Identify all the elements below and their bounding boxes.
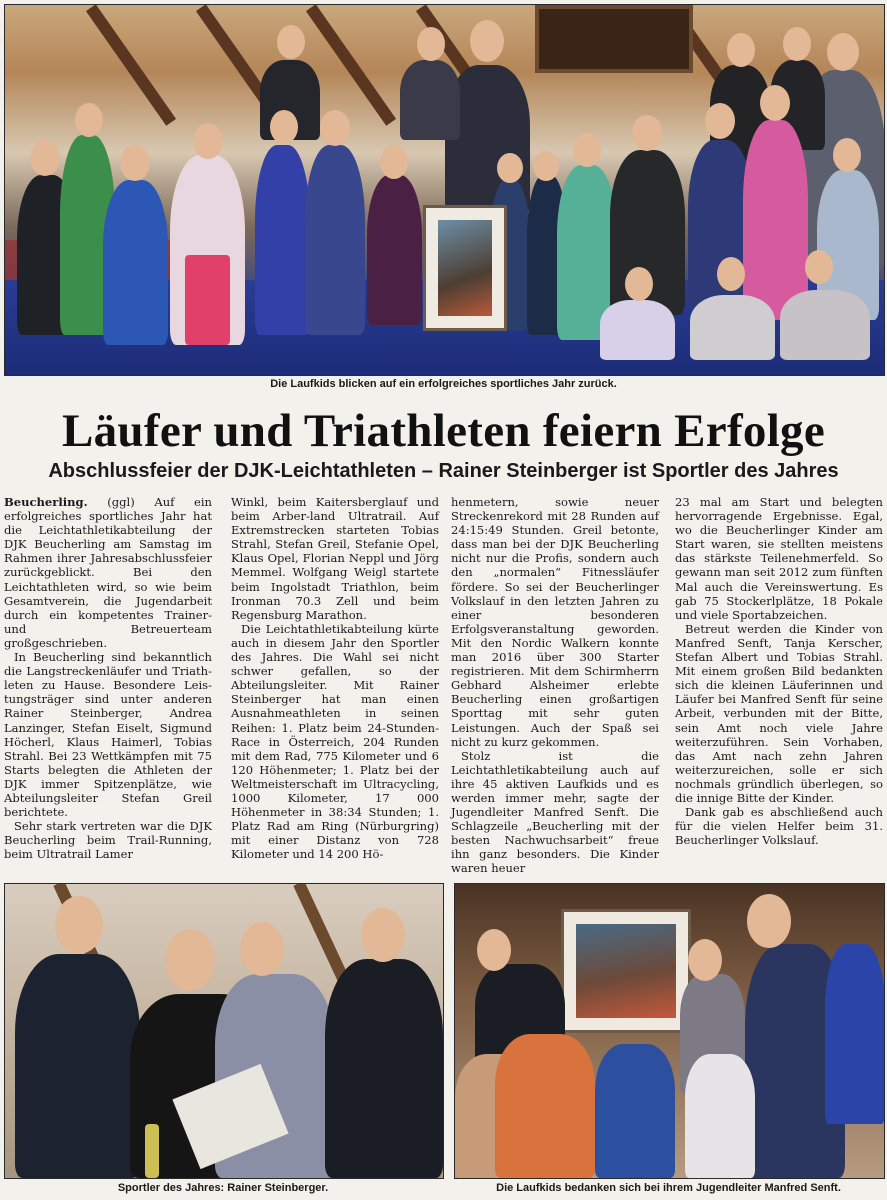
- article-paragraph: [4, 495, 212, 650]
- head: [497, 153, 523, 183]
- head: [717, 257, 745, 291]
- child-figure: [495, 1034, 595, 1178]
- head: [632, 115, 662, 151]
- window: [535, 5, 693, 73]
- champagne-bottle: [145, 1124, 159, 1178]
- head: [55, 896, 103, 954]
- head: [783, 27, 811, 61]
- top-photo-caption: Die Laufkids blicken auf ein erfolgreiches sportliches Jahr zurück.: [270, 378, 617, 390]
- head: [625, 267, 653, 301]
- photo-sportler-des-jahres: [4, 883, 444, 1179]
- article-column-4: [675, 495, 883, 847]
- subheadline: Abschlussfeier der DJK-Leichtathleten – Rainer Steinberger ist Sportler des Jahres: [48, 460, 839, 482]
- head: [361, 908, 405, 962]
- head: [805, 250, 833, 284]
- head: [533, 151, 559, 181]
- child-figure: [305, 145, 365, 335]
- head: [417, 27, 445, 61]
- article-column-1: [4, 495, 212, 861]
- head: [747, 894, 791, 948]
- person-figure: [15, 954, 140, 1178]
- right-photo-caption: Die Laufkids bedanken sich bei ihrem Jugendleiter Manfred Senft.: [496, 1182, 841, 1194]
- head: [277, 25, 305, 59]
- jacket-on-wall: [825, 944, 885, 1124]
- head: [477, 929, 511, 971]
- child-sitting: [690, 295, 775, 360]
- head: [120, 145, 150, 181]
- head: [320, 110, 350, 146]
- child-figure: [367, 175, 422, 325]
- head: [75, 103, 103, 137]
- person-figure: [325, 959, 443, 1178]
- ceiling-beam: [86, 4, 176, 126]
- article-paragraph: Sehr stark vertreten war die DJK Beucherling beim Trail-Running, beim Ultratrail Lamer: [4, 819, 212, 862]
- child-legs: [185, 255, 230, 345]
- article-column-3: [451, 495, 659, 876]
- child-figure: [743, 120, 808, 320]
- article-paragraph: henmetern, sowie neuer Streckenrekord mit 28 Runden auf 24:15:49 Stunden. Greil betonte, dass man bei der DJK Beucherling nicht nur die Profis, sondern auch den „normalen“ Fitnessläufer fördere. So sei der Beucherlinger Volkslauf in den letzten Jahren zu einer besonderen Erfolgsveranstaltung geworden. Mit den Nordic Walkern konnte man 2016 über 300 Starter registrieren. Mit dem Schirmherrn Gebhard Alsheimer erlebte Beucherling einen großartigen Sporttag mit sehr guten Leistungen. Auch der Spaß sei nicht zu kurz gekommen.: [451, 495, 659, 749]
- head: [705, 103, 735, 139]
- article-paragraph: In Beucherling sind bekanntlich die Langstreckenläufer und Triath-leten zu Hause. Besondere Leis-tungsträger sind unter anderen Rainer Steinberger, Andrea Lanzinger, Stefan Eiselt, Sigmund Höcherl, Klaus Haimerl, Tobias Strahl. Bei 23 Wettkämpfen mit 75 Starts belegten die Athleten der DJK immer Spitzenplätze, wie Abteilungsleiter Stefan Greil berichtete.: [4, 650, 212, 820]
- adult-figure: [400, 60, 460, 140]
- head: [827, 33, 859, 71]
- head: [727, 33, 755, 67]
- article-paragraph: Dank gab es abschließend auch für die vielen Helfer beim 31. Beucherlinger Volkslauf.: [675, 805, 883, 848]
- head: [833, 138, 861, 172]
- headline: Läufer und Triathleten feiern Erfolge: [61, 405, 826, 457]
- article-column-2: [231, 495, 439, 861]
- article-paragraph: Betreut werden die Kinder von Manfred Senft, Tanja Kerscher, Stefan Albert und Tobias Strahl. Mit einem großen Bild bedankten sich die kleinen Läuferinnen und Läufer bei Manfred Senft für seine Arbeit, verbunden mit der Bitte, sein Amt noch viele Jahre weiterzuführen. Sein Vorhaben, das Amt nach zehn Jahren weiterzureichen, solle er sich nochmals gründlich überlegen, so die innige Bitte der Kinder.: [675, 621, 883, 805]
- dateline: Beucherling.: [4, 495, 88, 509]
- head: [380, 145, 408, 179]
- head: [240, 922, 284, 976]
- article-paragraph: 23 mal am Start und belegten hervorragende Ergebnisse. Egal, wo die Beucherlinger Kinder am Start waren, sie stellten meistens das stärkste Teilenehmerfeld. So gewann man seit 2012 zum fünften Mal auch die Vereinswertung. Es gab 75 Stockerlplätze, 18 Pokale und viele Sportabzeichen.: [675, 495, 883, 622]
- head: [270, 110, 298, 144]
- head: [688, 939, 722, 981]
- left-photo-caption: Sportler des Jahres: Rainer Steinberger.: [117, 1182, 329, 1194]
- head: [760, 85, 790, 121]
- framed-portrait-photo: [423, 205, 507, 331]
- head: [470, 20, 504, 62]
- portrait-image: [438, 220, 492, 316]
- photo-laufkids-bedanken: [454, 883, 885, 1179]
- head: [193, 123, 223, 159]
- head: [165, 929, 215, 991]
- child-figure: [685, 1054, 755, 1178]
- child-sitting: [600, 300, 675, 360]
- head: [573, 133, 601, 167]
- paragraph-text: (ggl) Auf ein erfolgreiches sportliches Jahr hat die Leichtathletikabteilung der DJK Beucherling am Samstag im Rahmen ihrer Jahresabschlussfeier zurückgeblickt. Bei den Leichtathleten wird, so wie beim Gesamtverein, die Jugendarbeit durch ein kompetentes Trainer- und Betreuerteam großgeschrieben.: [4, 495, 212, 650]
- article-paragraph: Winkl, beim Kaitersberglauf und beim Arber-land Ultratrail. Auf Extremstrecken starteten Tobias Strahl, Stefan Greil, Stefanie Opel, Klaus Opel, Florian Neppl und Jörg Memmel. Wolfgang Weigl startete beim Ingolstadt Triathlon, beim Ironman 70.3 Zell und beim Regensburg Marathon.: [231, 495, 439, 622]
- framed-gift-picture: [561, 909, 691, 1033]
- gift-picture-image: [576, 924, 676, 1018]
- article-paragraph: Stolz ist die Leichtathletikabteilung auch auf ihre 45 aktiven Laufkids und es werden immer mehr, sagte der Jugendleiter Manfred Senft. Die Schlagzeile „Beucherling mit der besten Nachwuchsarbeit“ freue ihn ganz besonders. Die Kinder waren heuer: [451, 748, 659, 876]
- child-figure: [595, 1044, 675, 1178]
- head: [30, 140, 60, 176]
- child-figure: [103, 180, 168, 345]
- group-photo-laufkids: [4, 4, 885, 376]
- child-figure: [255, 145, 310, 335]
- article-paragraph: Die Leichtathletikabteilung kürte auch in diesem Jahr den Sportler des Jahres. Die Wahl sei nicht schwer gefallen, so der Abteilungsleiter. Mit Rainer Steinberger hat man einen Ausnahmeathleten in seinen Reihen: 1. Platz beim 24-Stunden-Race in Österreich, 204 Runden mit dem Rad, 775 Kilometer und 6 120 Höhenmeter; 1. Platz bei der Weltmeisterschaft im Ultracycling, 1000 Kilometer, 17 000 Höhenmeter in 38:34 Stunden; 1. Platz Rad am Ring (Nürburgring) mit einer Distanz von 728 Kilometer und 14 200 Hö-: [231, 621, 439, 862]
- child-sitting: [780, 290, 870, 360]
